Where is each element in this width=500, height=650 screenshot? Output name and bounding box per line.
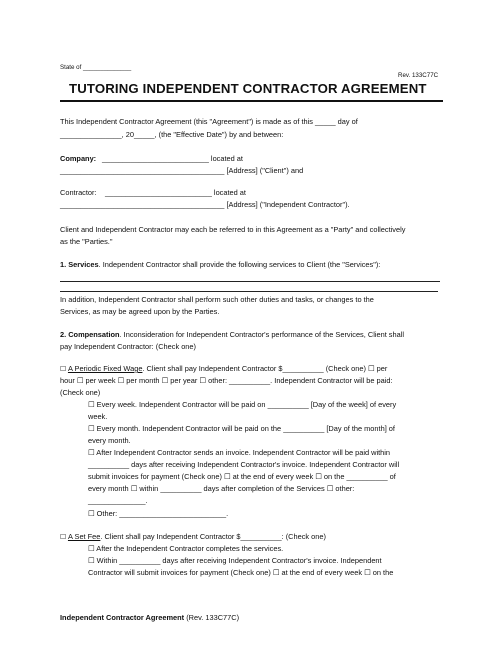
- document-title: TUTORING INDEPENDENT CONTRACTOR AGREEMENT: [69, 81, 427, 96]
- intro-line-1: This Independent Contractor Agreement (this "Agreement") is made as of this _____ day of: [60, 117, 358, 126]
- services-paragraph: [60, 259, 380, 270]
- option-invoice-4: every month ☐ within __________ days after completion of the Services ☐ other:: [88, 484, 355, 493]
- title-underline: [60, 100, 443, 102]
- option-invoice-5: ______________.: [88, 496, 148, 505]
- set-fee-label: A Set Fee: [67, 532, 101, 541]
- compensation-text-2: pay Independent Contractor: (Check one): [60, 342, 196, 351]
- services-additional-1: In addition, Independent Contractor shall perform such other duties and tasks, or changes to the: [60, 295, 374, 304]
- set-fee-text: . Client shall pay Independent Contractor $__________: (Check one): [100, 532, 326, 541]
- compensation-paragraph: [60, 329, 404, 340]
- services-text: . Independent Contractor shall provide the following services to Client (the "Services"):: [98, 260, 381, 269]
- option-every-month-2: every month.: [88, 436, 131, 445]
- option-other: ☐ Other: __________________________.: [88, 509, 229, 518]
- page-footer: [60, 612, 239, 623]
- option-every-week-1: ☐ Every week. Independent Contractor will be paid on __________ [Day of the week] of every: [88, 400, 397, 409]
- option-invoice-3: submit invoices for payment (Check one) ☐ at the end of every week ☐ on the __________ of: [88, 472, 396, 481]
- services-heading: 1. Services: [60, 260, 99, 269]
- services-blank-line-1: [60, 281, 440, 282]
- option-invoice-1: ☐ After Independent Contractor sends an invoice. Independent Contractor will be paid within: [88, 448, 391, 457]
- state-field: State of ______________: [60, 64, 132, 71]
- contractor-name-field: __________________________ located at: [105, 188, 246, 197]
- periodic-wage-line-2: hour ☐ per week ☐ per month ☐ per year ☐ other: __________. Independent Contractor will be paid:: [60, 376, 393, 385]
- company-label: Company:: [60, 154, 97, 163]
- periodic-wage-line-3: (Check one): [60, 388, 101, 397]
- option-every-week-2: week.: [88, 412, 108, 421]
- contractor-label: Contractor:: [60, 188, 97, 197]
- set-fee-option-within-1: ☐ Within __________ days after receiving Independent Contractor's invoice. Independent: [88, 556, 382, 565]
- periodic-wage-line-1: [60, 363, 387, 375]
- company-name-field: __________________________ located at: [102, 154, 243, 163]
- periodic-wage-checkbox[interactable]: ☐: [60, 365, 67, 373]
- contractor-address-field: ________________________________________ [Address] ("Independent Contractor").: [60, 200, 350, 209]
- footer-title: Independent Contractor Agreement: [60, 613, 185, 622]
- parties-line-1: Client and Independent Contractor may each be referred to in this Agreement as a "Party" and collectively: [60, 225, 406, 234]
- set-fee-option-within-2: Contractor will submit invoices for payment (Check one) ☐ at the end of every week ☐ on the: [88, 568, 394, 577]
- periodic-wage-text: . Client shall pay Independent Contractor $__________ (Check one) ☐ per: [142, 364, 388, 373]
- parties-line-2: as the "Parties.": [60, 237, 113, 246]
- set-fee-line-1: [60, 531, 326, 543]
- compensation-text-1: . Inconsideration for Independent Contractor's performance of the Services, Client shall: [119, 330, 405, 339]
- option-invoice-2: __________ days after receiving Independent Contractor's invoice. Independent Contractor will: [88, 460, 400, 469]
- services-additional-2: Services, as may be agreed upon by the Parties.: [60, 307, 220, 316]
- services-blank-line-2: [60, 291, 438, 292]
- intro-line-2: _______________, 20_____, (the "Effective Date") by and between:: [60, 130, 284, 139]
- option-every-month-1: ☐ Every month. Independent Contractor will be paid on the __________ [Day of the month] of: [88, 424, 395, 433]
- footer-revision: (Rev. 133C77C): [184, 613, 240, 622]
- periodic-wage-label: A Periodic Fixed Wage: [67, 364, 143, 373]
- set-fee-checkbox[interactable]: ☐: [60, 533, 67, 541]
- company-address-field: ________________________________________ [Address] ("Client") and: [60, 166, 304, 175]
- compensation-heading: 2. Compensation: [60, 330, 120, 339]
- revision-number: Rev. 133C77C: [398, 72, 439, 79]
- set-fee-option-complete: ☐ After the Independent Contractor completes the services.: [88, 544, 284, 553]
